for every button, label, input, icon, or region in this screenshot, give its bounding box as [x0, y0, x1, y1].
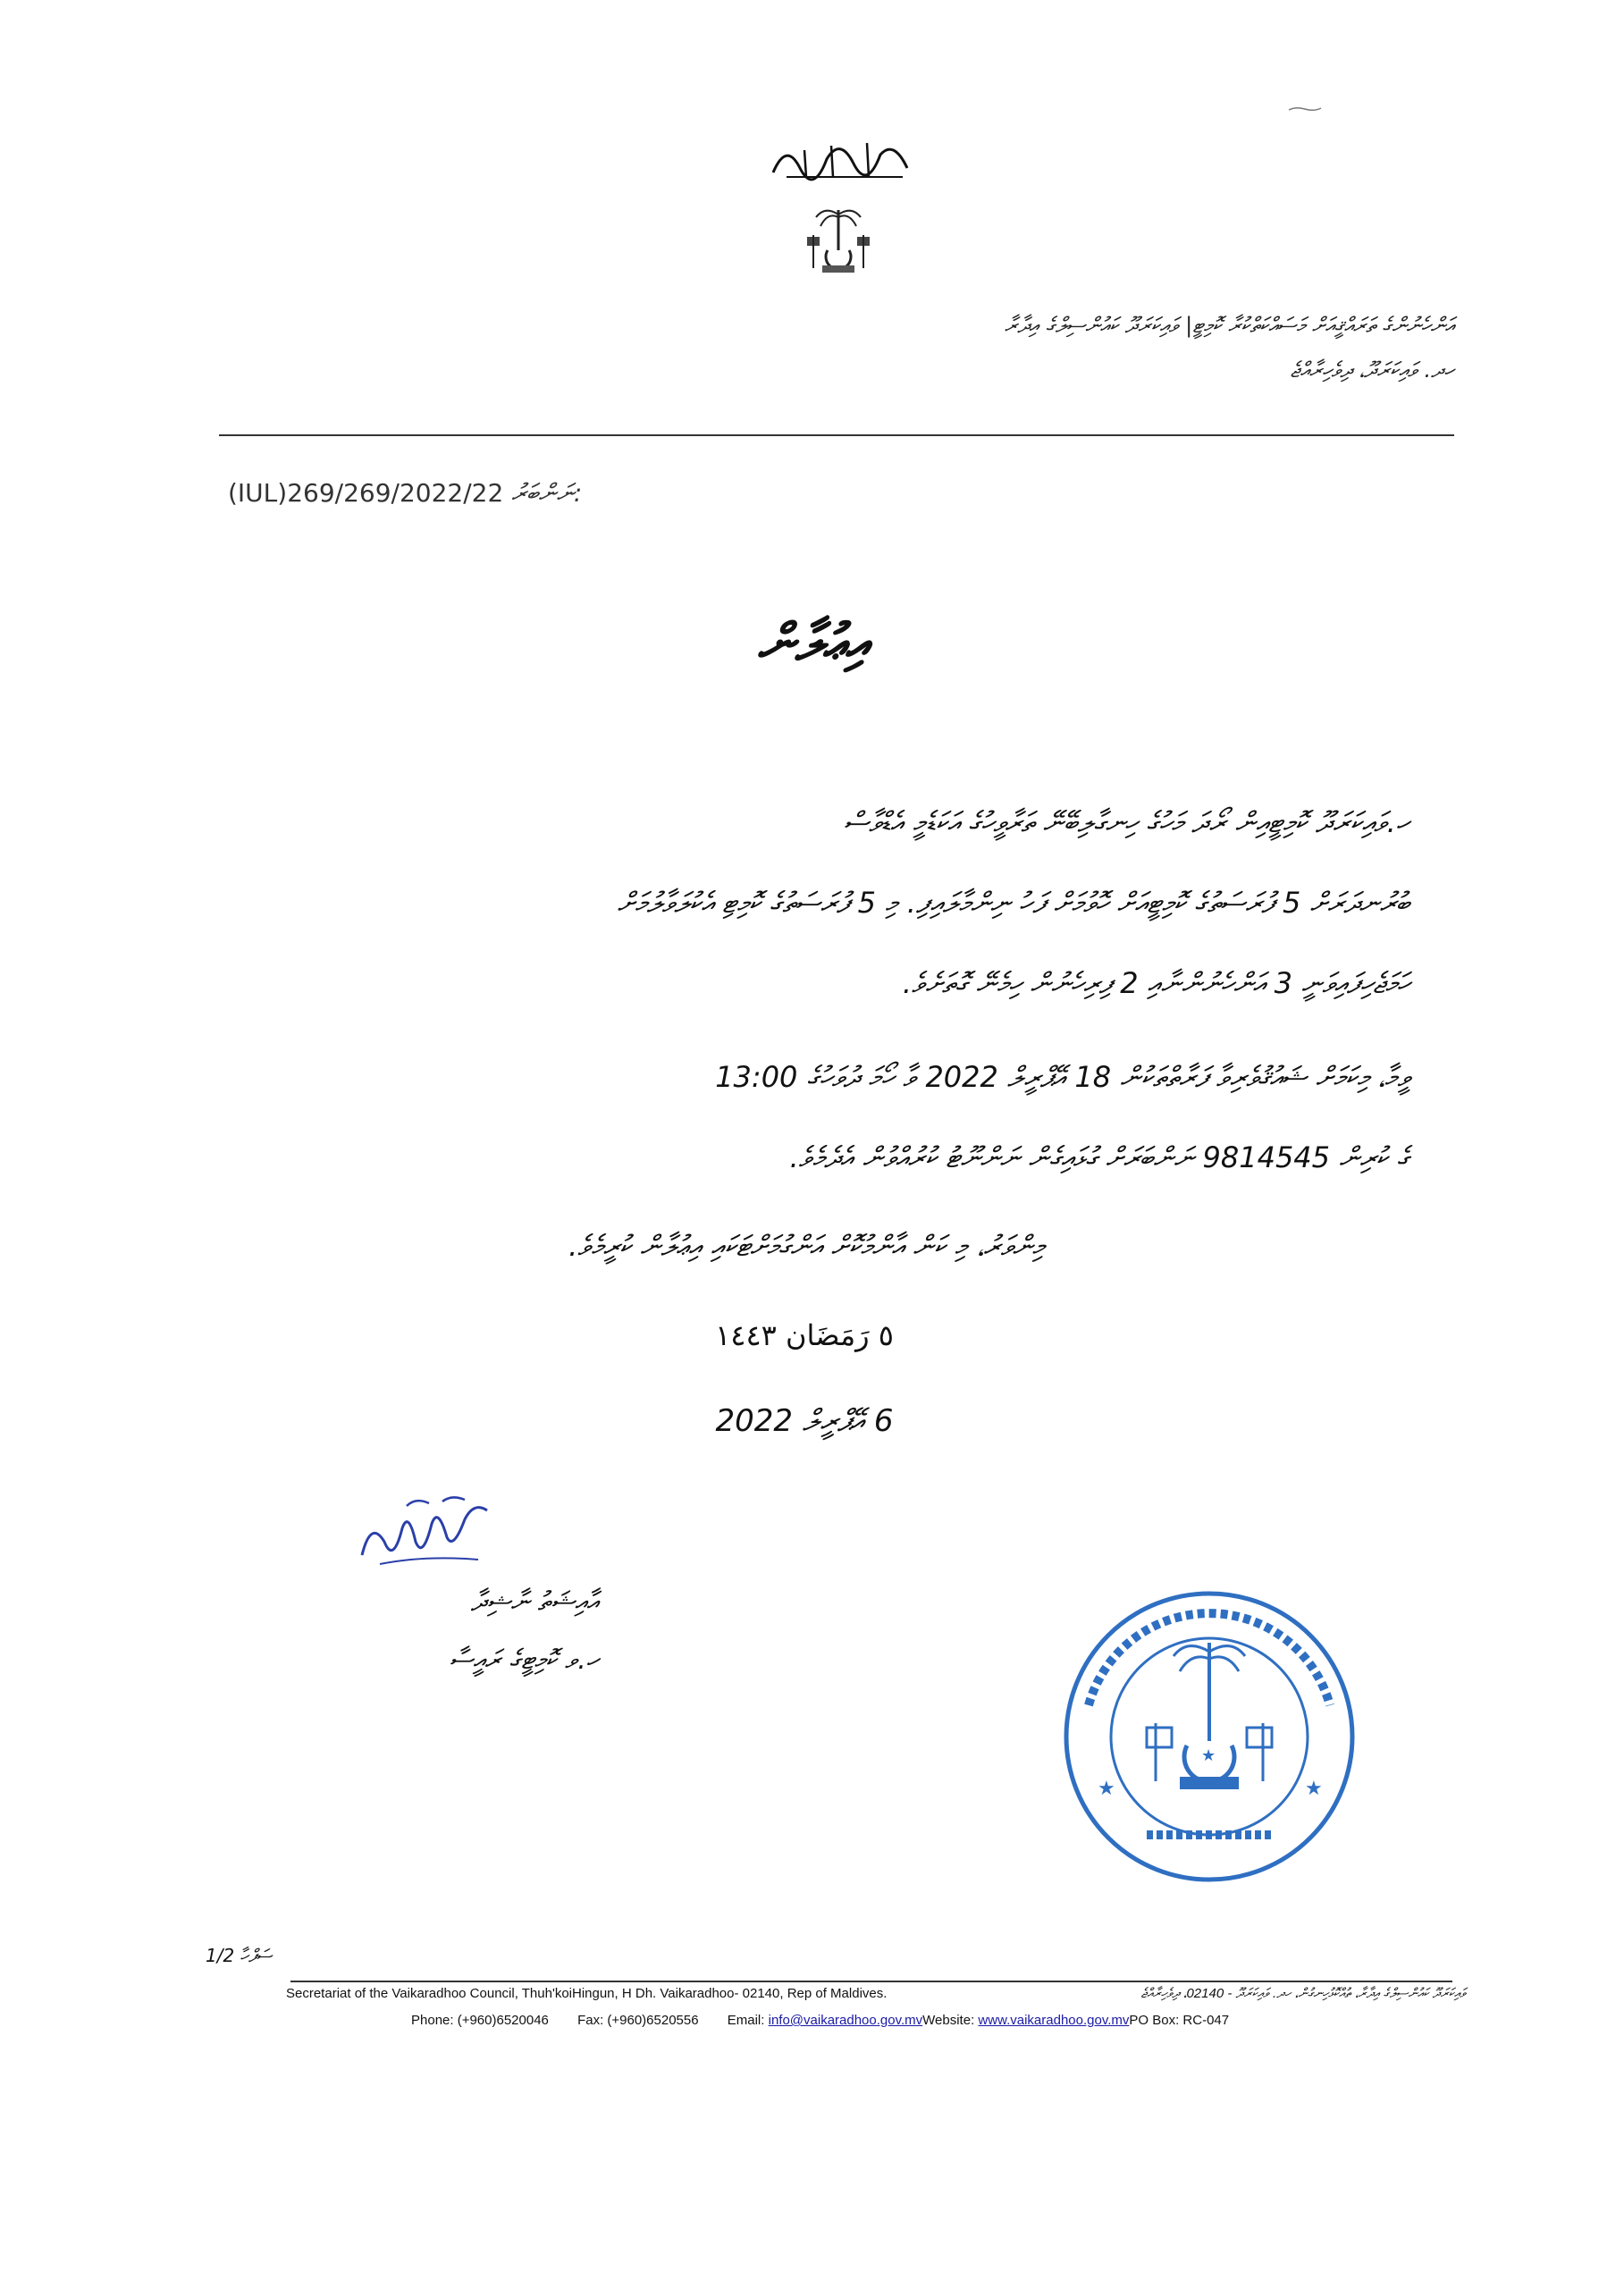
footer-email-label: Email:	[727, 2013, 765, 2028]
body-paragraph-1-line-3: ހަމަޖެހިފައިވަނީ 3 އަންހެނުންނާއި 2 ފިރިހެނުން ހިމެނޭ ގޮތަށެވެ.	[902, 966, 1409, 1000]
reference-label: ނަންބަރު:	[511, 478, 583, 508]
body-paragraph-2-line-2: ގެ ކުރިން 9814545 ނަންބަރަށް ގުޅައިގެން ނަންނޫޓު ކުރުއްވުން އެދެމެވެ.	[789, 1140, 1409, 1174]
svg-text:★: ★	[1201, 1746, 1216, 1765]
body-paragraph-2-line-1: ވީމާ، މިކަމަށް ޝައުޤުވެރިވާ ފަރާތްތަކުން 18 އޭޕްރީލް 2022 ވާ ހޯމަ ދުވަހުގެ 13:00	[715, 1060, 1409, 1094]
footer-fax: Fax: (+960)6520556	[577, 2013, 699, 2028]
footer-address-dhivehi: ވައިކަރަދޫ ކައުންސިލްގެ އިދާރާ، ތުއްކޮޅުހިނގުން، ހދ. ވައިކަރަދޫ - 02140، ދިވެހިރާއްޖެ	[1140, 1986, 1466, 2001]
hijri-date: ٥ رَمَضَان ١٤٤٣	[715, 1318, 894, 1352]
footer-website-link[interactable]: www.vaikaradhoo.gov.mv	[978, 2013, 1130, 2028]
body-paragraph-1-line-2: ބުރުނދަރަށް 5 ފުރަސަތުގެ ކޮމިޓީއަށް ހޮވުމަށް ފަހު ނިންމާލައިފި. މި 5 ފުރަސަތުގެ ކޮމިޓި އެކުލަވާލުމަށް	[617, 886, 1409, 920]
page-count: ސަފްހާ 1/2	[206, 1945, 273, 1966]
footer-website-label: Website:	[922, 2013, 975, 2028]
organization-address: ހދ. ވައިކަރަދޫ، ދިވެހިރާއްޖެ	[1290, 358, 1454, 383]
footer-email-link[interactable]: info@vaikaradhoo.gov.mv	[768, 2013, 923, 2028]
footer-address-english: Secretariat of the Vaikaradhoo Council, Thuh'koiHingun, H Dh. Vaikaradhoo- 02140, Rep of Maldives.	[286, 1986, 888, 2001]
svg-text:★: ★	[1305, 1778, 1323, 1800]
footer-divider	[290, 1981, 1452, 1982]
body-paragraph-1-line-1: ހ.ވައިކަރަދޫ ކޮމިޓީއިން ރޯދަ މަހުގެ ހިނގާލިބޭނޭ ތަރާވީހުގެ އަކަޑެމީ އެޑްވާސް	[843, 805, 1409, 839]
signatory-title: ހ.ވ ކޮމިޓީގެ ރައީސާ	[449, 1644, 599, 1676]
reference-number: (IUL)269/269/2022/22	[228, 478, 504, 508]
scan-mark	[1287, 105, 1323, 113]
header-divider	[219, 434, 1454, 436]
national-emblem-icon	[803, 201, 874, 282]
gregorian-date: 6 އޭޕްރީލް 2022	[715, 1403, 894, 1439]
signatory-name: އާއިޝަތު ނާޝިދާ	[470, 1586, 599, 1618]
handwritten-signature	[353, 1493, 505, 1573]
footer-contact	[411, 2013, 1394, 2028]
official-stamp	[1062, 1589, 1357, 1884]
closing-statement: މިންވަރު، މި ކަން އާންމުކޮށް އަންގުމަށްޓަކައި އިޢުލާން ކުރީމެވެ.	[568, 1229, 1044, 1263]
footer-address	[286, 1986, 1466, 2001]
reference-line	[228, 478, 621, 509]
notice-title: އިޢުލާން	[757, 612, 870, 673]
svg-text:★: ★	[1098, 1778, 1115, 1800]
bismillah-calligraphy	[769, 132, 912, 186]
organization-name: އަންހެނުންގެ ތަރައްޤީއަށް މަސައްކަތްކުރާ ކޮމިޓީ| ވައިކަރަދޫ ކައުންސިލްގެ އިދާރާ	[1004, 313, 1454, 338]
footer-po-box: PO Box: RC-047	[1129, 2013, 1230, 2028]
footer-phone: Phone: (+960)6520046	[411, 2013, 549, 2028]
